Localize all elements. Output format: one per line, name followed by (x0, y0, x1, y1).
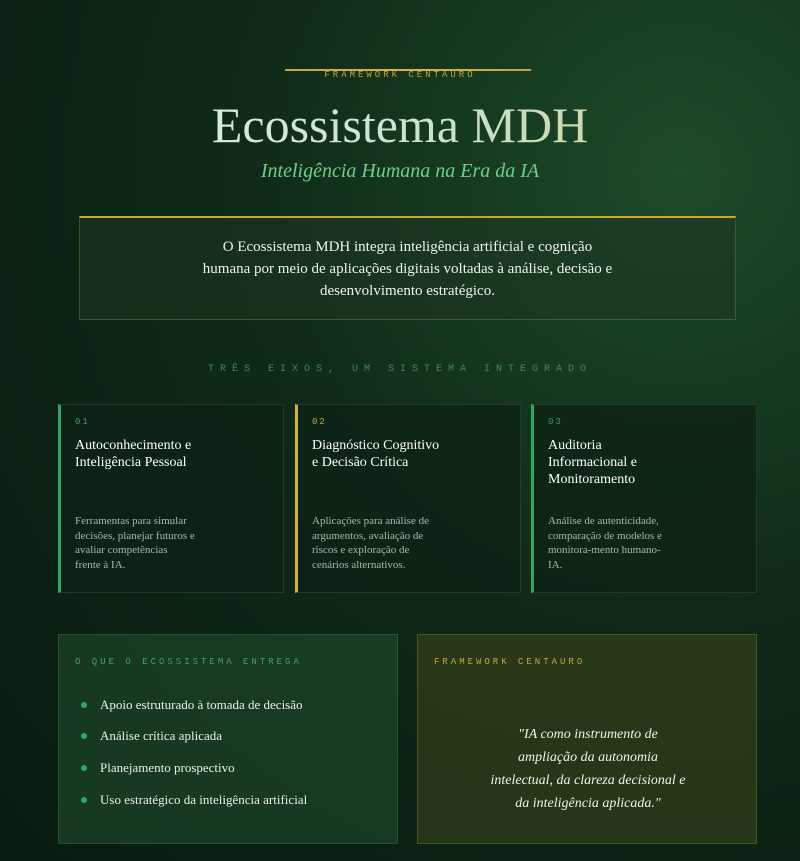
axis-card-number: 02 (312, 417, 327, 427)
axis-card-description: Análise de autenticidade, comparação de modelos e monitora-mento humano-IA. (548, 515, 662, 571)
list-item (81, 784, 381, 816)
intro-panel (79, 216, 736, 320)
axis-card-description: Ferramentas para simular decisões, planejar futuros e avaliar competências frente à IA. (75, 515, 195, 571)
axis-card-title: Autoconhecimento e Inteligência Pessoal (75, 438, 192, 470)
axes-cards (58, 404, 758, 593)
page-subtitle: Inteligência Humana na Era da IA (260, 160, 540, 182)
bullet-dot-icon (81, 702, 87, 708)
deliverables-label: O QUE O ECOSSISTEMA ENTREGA (75, 657, 302, 667)
axis-card-number: 01 (75, 417, 90, 427)
deliverables-list (75, 689, 381, 815)
framework-label: FRAMEWORK CENTAURO (434, 657, 586, 667)
axis-card-1 (58, 404, 284, 593)
eyebrow-label: FRAMEWORK CENTAURO (324, 70, 476, 80)
axis-card-2 (295, 404, 521, 593)
bullet-dot-icon (81, 797, 87, 803)
list-item-label: Uso estratégico da inteligência artificial (100, 791, 308, 807)
axis-card-title: Auditoria Informacional e Monitoramento (548, 438, 638, 487)
list-item (81, 721, 381, 753)
eyebrow-container (0, 64, 800, 82)
bullet-dot-icon (81, 765, 87, 771)
axis-card-description: Aplicações para análise de argumentos, avaliação de riscos e exploração de cenários alternativos. (312, 515, 429, 571)
list-item-label: Análise crítica aplicada (100, 728, 222, 744)
framework-panel (417, 634, 757, 844)
axis-card-title: Diagnóstico Cognitivo e Decisão Crítica (312, 438, 440, 470)
list-item (81, 752, 381, 784)
page-title: Ecossistema MDH (0, 96, 800, 154)
axes-heading: TRÊS EIXOS, UM SISTEMA INTEGRADO (207, 364, 593, 375)
list-item-label: Planejamento prospectivo (100, 759, 235, 775)
list-item-label: Apoio estruturado à tomada de decisão (100, 696, 303, 712)
deliverables-panel (58, 634, 398, 844)
axis-card-number: 03 (548, 417, 563, 427)
axis-card-3 (531, 404, 757, 593)
list-item (81, 689, 381, 721)
bullet-dot-icon (81, 733, 87, 739)
framework-quote: "IA como instrumento de ampliação da autonomia intelectual, da clareza decisional e da inteligência aplicada." (490, 727, 686, 811)
intro-text: O Ecossistema MDH integra inteligência artificial e cognição humana por meio de aplicações digitais voltadas à análise, decisão e desenvolvimento estratégico. (202, 238, 613, 299)
